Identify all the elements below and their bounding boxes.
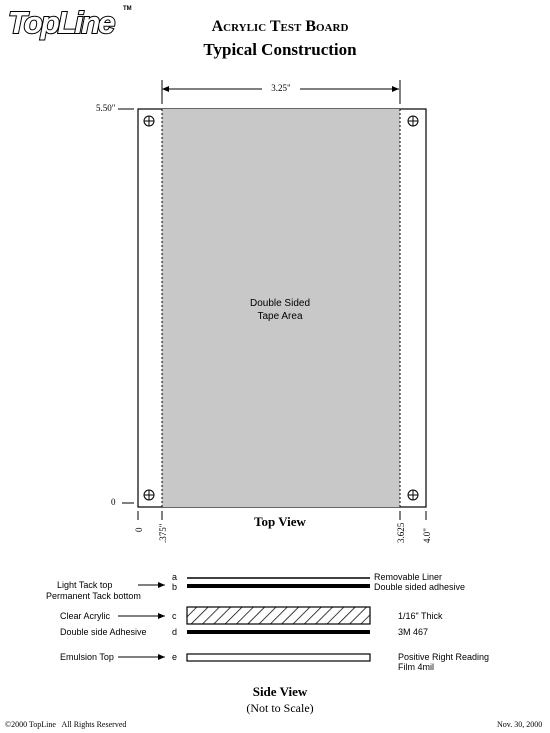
y-top-label: 5.50" bbox=[96, 103, 116, 113]
label-positive-right-reading: Positive Right Reading bbox=[398, 652, 490, 662]
trademark-mark: TM bbox=[123, 6, 132, 12]
layer-letter-e: e bbox=[172, 652, 178, 662]
label-3m-467: 3M 467 bbox=[398, 627, 429, 637]
y-bottom-label: 0 bbox=[111, 497, 116, 507]
top-view-caption: Top View bbox=[254, 514, 306, 529]
label-removable-liner: Removable Liner bbox=[374, 572, 443, 582]
width-dimension-label: 3.25" bbox=[266, 83, 296, 93]
date-label: Nov. 30, 2000 bbox=[497, 720, 543, 729]
label-double-side-adhesive: Double side Adhesive bbox=[60, 627, 147, 637]
label-light-tack: Light Tack top bbox=[57, 580, 113, 590]
tape-area-label bbox=[200, 297, 360, 323]
x-tick-label-375: .375" bbox=[158, 523, 168, 543]
label-permanent-tack: Permanent Tack bottom bbox=[46, 591, 141, 601]
label-double-sided-adhesive: Double sided adhesive bbox=[374, 582, 466, 592]
label-thickness: 1/16" Thick bbox=[398, 611, 443, 621]
label-emulsion-top: Emulsion Top bbox=[60, 652, 114, 662]
title-line1: Acrylic Test Board bbox=[211, 18, 349, 35]
label-film-4mil: Film 4mil bbox=[398, 662, 434, 672]
side-view-caption: Side View bbox=[252, 684, 308, 699]
layer-letter-a: a bbox=[172, 572, 178, 582]
layer-c-acrylic bbox=[187, 607, 370, 624]
layer-letter-c: c bbox=[172, 611, 177, 621]
side-view-subcaption: (Not to Scale) bbox=[246, 701, 314, 715]
tape-area-line1: Double Sided bbox=[249, 298, 311, 309]
registration-mark-tl bbox=[144, 116, 154, 126]
label-clear-acrylic: Clear Acrylic bbox=[60, 611, 111, 621]
layer-d-adhesive bbox=[187, 630, 370, 634]
title-line2: Typical Construction bbox=[203, 40, 357, 59]
x-tick-label-0: 0 bbox=[134, 527, 144, 532]
logo-text: TopLine bbox=[8, 5, 114, 40]
layer-b-adhesive bbox=[187, 584, 370, 588]
registration-mark-tr bbox=[408, 116, 418, 126]
tape-area-line2: Tape Area bbox=[257, 311, 303, 322]
x-tick-label-40: 4.0" bbox=[422, 528, 432, 543]
layer-e-film bbox=[187, 654, 370, 661]
copyright-notice: ©2000 TopLine All Rights Reserved bbox=[5, 720, 127, 729]
x-tick-label-3625: 3.625 bbox=[396, 522, 406, 543]
registration-mark-br bbox=[408, 490, 418, 500]
layer-letter-b: b bbox=[172, 582, 178, 592]
layer-letter-d: d bbox=[172, 627, 178, 637]
registration-mark-bl bbox=[144, 490, 154, 500]
